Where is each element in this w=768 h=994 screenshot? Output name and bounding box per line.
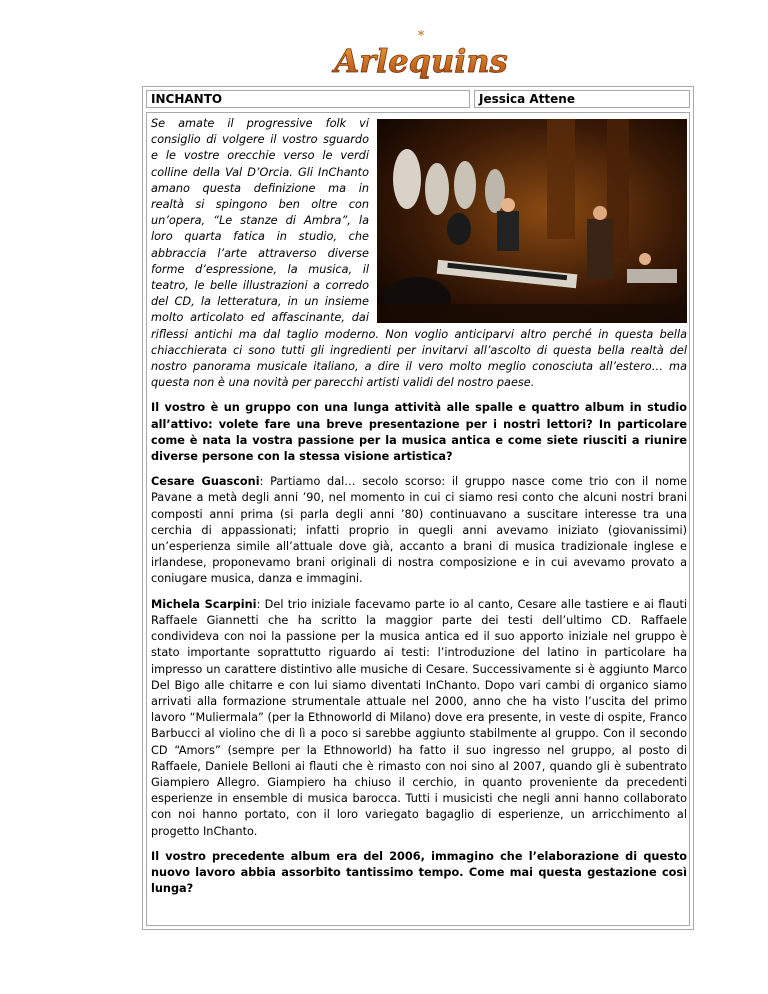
band-name: INCHANTO: [146, 90, 470, 108]
answer-1: [151, 474, 687, 587]
author-name: Jessica Attene: [474, 90, 690, 108]
article-content: [151, 116, 687, 906]
band-concert-photo: [377, 119, 687, 323]
svg-text:*: *: [417, 29, 425, 44]
question-1: Il vostro è un gruppo con una lunga attività alle spalle e quattro album in studio all’attivo: volete fare una breve presentazione per i nostri lettori? In particolare come è nata la vostra passione per la musica antica e come siete riusciti a riunire diverse persone con la stessa visione artistica?: [151, 401, 687, 464]
answer-text: : Del trio iniziale facevamo parte io al canto, Cesare alle tastiere e ai flauti Raffaele Giannetti che ha scritto la maggior parte dei testi dell’ultimo CD. Raffaele condivideva con noi la passione per la musica antica ed il suo apporto iniziale nel gruppo è stato importante soprattutto riguardo ai testi: l’introduzione del latino in particolare ha impresso un carattere distintivo alle musiche di Cesare. Successivamente si è aggiunto Marco Del Bigo alle chitarre e con lui siamo diventati InChanto. Dopo vari cambi di organico siamo arrivati alla formazione strumentale attuale nel 2000, anno che ha visto l’uscita del primo lavoro “Muliermala” (per la Ethnoworld di Milano) dove era presente, in veste di ospite, Franco Barbucci al violino che di lì a poco si sarebbe aggiunto stabilmente al gruppo. Con il secondo CD “Amors” (sempre per la Ethnoworld) ha fatto il suo ingresso nel gruppo, al posto di Raffaele, Daniele Belloni ai flauti che è rimasto con noi sino al 2007, quando gli è subentrato Giampiero Allegro. Giampiero ha chiuso il cerchio, in quanto proveniente da precedenti esperienze in ensemble di musica barocca. Tutti i musicisti che negli anni hanno collaborato con noi hanno portato, con il loro variegato bagaglio di esperienze, un arricchimento al progetto InChanto.: [151, 597, 688, 838]
intro-paragraph: Se amate il progressive folk vi consiglio di volgere il vostro sguardo e le vostre orecchie verso le verdi colline della Val D’Orcia. Gli InChanto amano questa definizione ma in realtà si spingono ben oltre con un’opera, “Le stanze di Ambra”, la loro quarta fatica in studio, che abbraccia l’arte attraverso diverse forme d’espressione, la musica, il teatro, le belle illustrazioni a corredo del CD, la letteratura, in un insieme molto articolato ed affascinante, dai riflessi antichi ma dal taglio moderno. Non voglio anticiparvi altro perché in questa bella chiacchierata ci sono tutti gli ingredienti per invitarvi all’ascolto di questa bella realtà del nostro panorama musicale italiano, a dire il vero molto meglio conosciuta all’estero… ma questa non è una novità per parecchi artisti validi del nostro paese.: [151, 117, 687, 390]
answer-2: [151, 597, 687, 840]
speaker-name: Cesare Guasconi: [151, 475, 260, 489]
answer-text: : Partiamo dal… secolo scorso: il gruppo nasce come trio con il nome Pavane a metà degli anni ’90, nel momento in cui ci siamo resi conto che alcuni nostri brani composti anni prima (si parla degli anni ’80) continuavano a suscitare interesse tra una cerchia di appassionati; infatti proprio in quegli anni avevamo iniziato (giovanissimi) un’esperienza simile all’attuale dove già, accanto a brani di musica tradizionale inglese e irlandese, proponevamo brani originali di nostra composizione e in cui avevamo provato a coniugare musica, danza e immagini.: [151, 475, 687, 586]
question-2: Il vostro precedente album era del 2006, immagino che l’elaborazione di questo nuovo lavoro abbia assorbito tantissimo tempo. Come mai questa gestazione così lunga?: [151, 849, 687, 896]
arlequins-logo: [334, 24, 508, 92]
svg-text:Arlequins: Arlequins: [334, 42, 508, 80]
speaker-name: Michela Scarpini: [151, 597, 257, 611]
